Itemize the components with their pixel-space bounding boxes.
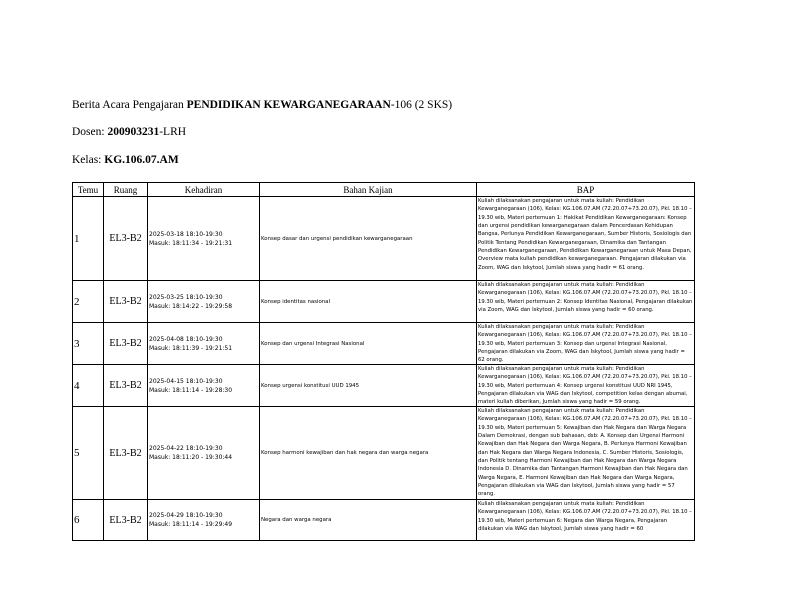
table-header-row bbox=[73, 183, 695, 197]
column-header-ruang: Ruang bbox=[104, 183, 148, 197]
temu-cell: 6 bbox=[73, 500, 104, 541]
kehadiran-cell bbox=[148, 500, 260, 541]
bap-text: Kuliah dilaksanakan pengajaran untuk mata kuliah: Pendidikan Kewarganegaraan (106), Kelas: KG.106.07.AM (72.20.07+73.20.07), Pkl. 18.10 – 19.30 wib, Materi pertemuan 6: Negara dan Warga Negara, Pengajaran dilakukan via WAG dan Iskytool, Jumlah siswa yang hadir = 60 bbox=[478, 501, 692, 533]
bap-text: Kuliah dilaksanakan pengajaran untuk mata kuliah: Pendidikan Kewarganegaraan (106), Kelas: KG.106.07.AM (72.20.07+73.20.07), Pkl. 18.10 – 19.30 wib, Materi pertemuan 5: Kewajiban dan Hak Negara dan Warga Negara Dalam Demokrasi, dengan sub bahasan, dsb: A. Konsep dan Urgensi Harmoni Kewajiban dan Hak Negara dan Warga Negara, B. Perlunya Harmoni Kewajiban dan Hak Negara dan Warga Negara Indonesia, C. Sumber Historis, Sosiologis, dan Politik tentang Harmoni Kewajiban dan Hak Negara dan Warga Negara Indonesia D. Dinamika dan Tantangan Harmoni Kewajiban dan Hak Negara dan Warga Negara, E. Harmoni Kewajiban dan Hak Negara dan Warga Negara, Pengajaran dilakukan via WAG dan Iskytool, Jumlah siswa yang hadir = 57 orang. bbox=[478, 408, 692, 498]
bahan-kajian-cell: Negara dan warga negara bbox=[260, 500, 477, 541]
table-row bbox=[73, 281, 695, 323]
temu-cell: 1 bbox=[73, 197, 104, 281]
jadwal-text: 2025-04-29 18:10-19:30 bbox=[149, 512, 223, 519]
title-prefix: Berita Acara Pengajaran bbox=[72, 99, 187, 111]
masuk-text: Masuk: 18:11:34 - 19:21:31 bbox=[149, 239, 233, 247]
bap-table bbox=[72, 182, 695, 541]
bap-cell bbox=[477, 281, 695, 323]
column-header-kehadiran: Kehadiran bbox=[148, 183, 260, 197]
kehadiran-cell bbox=[148, 323, 260, 365]
temu-cell: 4 bbox=[73, 365, 104, 407]
dosen-label: Dosen: bbox=[72, 126, 108, 138]
bap-cell bbox=[477, 407, 695, 500]
table-row bbox=[73, 407, 695, 500]
course-name: PENDIDIKAN KEWARGANEGARAAN bbox=[186, 99, 391, 111]
bahan-kajian-cell: Konsep dan urgensi Integrasi Nasional bbox=[260, 323, 477, 365]
table-row bbox=[73, 323, 695, 365]
masuk-text: Masuk: 18:14:22 - 19:29:58 bbox=[149, 302, 233, 310]
bap-cell bbox=[477, 323, 695, 365]
temu-cell: 3 bbox=[73, 323, 104, 365]
jadwal-text: 2025-03-25 18:10-19:30 bbox=[149, 293, 223, 301]
dosen-id: 200903231 bbox=[107, 126, 160, 138]
column-header-bap: BAP bbox=[477, 183, 695, 197]
document-title bbox=[72, 99, 452, 111]
jadwal-text: 2025-04-08 18:10-19:30 bbox=[149, 335, 223, 343]
kehadiran-cell bbox=[148, 365, 260, 407]
kelas-code: KG.106.07.AM bbox=[104, 154, 179, 166]
ruang-cell: EL3-B2 bbox=[104, 365, 148, 407]
ruang-cell: EL3-B2 bbox=[104, 197, 148, 281]
masuk-text: Masuk: 18:11:39 - 19:21:51 bbox=[149, 344, 233, 352]
bap-text: Kuliah dilaksanakan pengajaran untuk mata kuliah: Pendidikan Kewarganegaraan (106), Kelas: KG.106.07.AM (72.20.07+73.20.07), Pkl. 18.10 – 19.30 wib, Materi pertemuan 1: Hakikat Pendidikan Kewarganegaraan: Konsep dan urgensi pendidikan kewarganegaraan dalam Pencerdasan Kehidupan Bangsa, Perlunya Pendidikan Kewarganegaraan, Sumber Historis, Sosiologis dan Politik Tentang Pendidikan Kewarganegaraan, Dinamika dan Tantangan Pendidikan Kewarganegaraan, Pendidikan Kewarganegaraan untuk Masa Depan, Overview mata kuliah pendidikan kewarganegaraan. Pengajaran dilakukan via Zoom, WAG dan Iskytool, Jumlah siswa yang hadir = 61 orang. bbox=[478, 198, 692, 271]
column-header-bahan-kajian: Bahan Kajian bbox=[260, 183, 477, 197]
bahan-kajian-cell: Konsep harmoni kewajiban dan hak negara dan warga negara bbox=[260, 407, 477, 500]
ruang-cell: EL3-B2 bbox=[104, 323, 148, 365]
jadwal-text: 2025-04-22 18:10-19:30 bbox=[149, 445, 223, 452]
masuk-text: Masuk: 18:11:20 - 19:30:44 bbox=[149, 454, 233, 461]
kehadiran-cell bbox=[148, 407, 260, 500]
ruang-cell: EL3-B2 bbox=[104, 281, 148, 323]
dosen-suffix: -LRH bbox=[159, 126, 187, 138]
table-row bbox=[73, 500, 695, 541]
jadwal-text: 2025-03-18 18:10-19:30 bbox=[149, 230, 223, 238]
course-suffix: -106 (2 SKS) bbox=[390, 99, 453, 111]
table-row bbox=[73, 197, 695, 281]
bap-text: Kuliah dilaksanakan pengajaran untuk mata kuliah: Pendidikan Kewarganegaraan (106), Kelas: KG.106.07.AM (72.20.07+73.20.07), Pkl. 18.10 – 19.30 wib, Materi pertemuan 4: Konsep urgensi konstitusi UUD NRI 1945, Pengajaran dilakukan via WAG dan Iskytool, competition kelas dengan abumai, materi kuliah diberikan, Jumlah siswa yang hadir = 59 orang. bbox=[478, 366, 692, 406]
bahan-kajian-cell: Konsep urgensi konstitusi UUD 1945 bbox=[260, 365, 477, 407]
bap-text: Kuliah dilaksanakan pengajaran untuk mata kuliah: Pendidikan Kewarganegaraan (106), Kelas: KG.106.07.AM (72.20.07+73.20.07), Pkl. 18.10 – 19.30 wib, Materi pertemuan 3: Konsep dan urgensi Integrasi Nasional, Pengajaran dilakukan via Zoom, WAG dan Iskytool, Jumlah siswa yang hadir = 62 orang. bbox=[478, 324, 692, 364]
bahan-kajian-cell: Konsep dasar dan urgensi pendidikan kewarganegaraan bbox=[260, 197, 477, 281]
bap-cell bbox=[477, 500, 695, 541]
temu-cell: 2 bbox=[73, 281, 104, 323]
kehadiran-cell bbox=[148, 197, 260, 281]
kelas-line bbox=[72, 154, 179, 166]
kelas-label: Kelas: bbox=[72, 154, 105, 166]
dosen-line bbox=[72, 126, 186, 138]
ruang-cell: EL3-B2 bbox=[104, 500, 148, 541]
ruang-cell: EL3-B2 bbox=[104, 407, 148, 500]
temu-cell: 5 bbox=[73, 407, 104, 500]
column-header-temu: Temu bbox=[73, 183, 104, 197]
bap-cell bbox=[477, 365, 695, 407]
kehadiran-cell bbox=[148, 281, 260, 323]
table-row bbox=[73, 365, 695, 407]
masuk-text: Masuk: 18:11:14 - 19:28:30 bbox=[149, 386, 233, 394]
masuk-text: Masuk: 18:11:14 - 19:29:49 bbox=[149, 521, 233, 528]
bahan-kajian-cell: Konsep identitas nasional bbox=[260, 281, 477, 323]
bap-cell bbox=[477, 197, 695, 281]
jadwal-text: 2025-04-15 18:10-19:30 bbox=[149, 377, 223, 385]
bap-text: Kuliah dilaksanakan pengajaran untuk mata kuliah: Pendidikan Kewarganegaraan (106), Kelas: KG.106.07.AM (72.20.07+73.20.07), Pkl. 18.10 – 19.30 wib, Materi pertemuan 2: Konsep Identitas Nasional, Pengajaran dilakukan via Zoom, WAG dan Iskytool, Jumlah siswa yang hadir = 60 orang. bbox=[478, 282, 693, 314]
